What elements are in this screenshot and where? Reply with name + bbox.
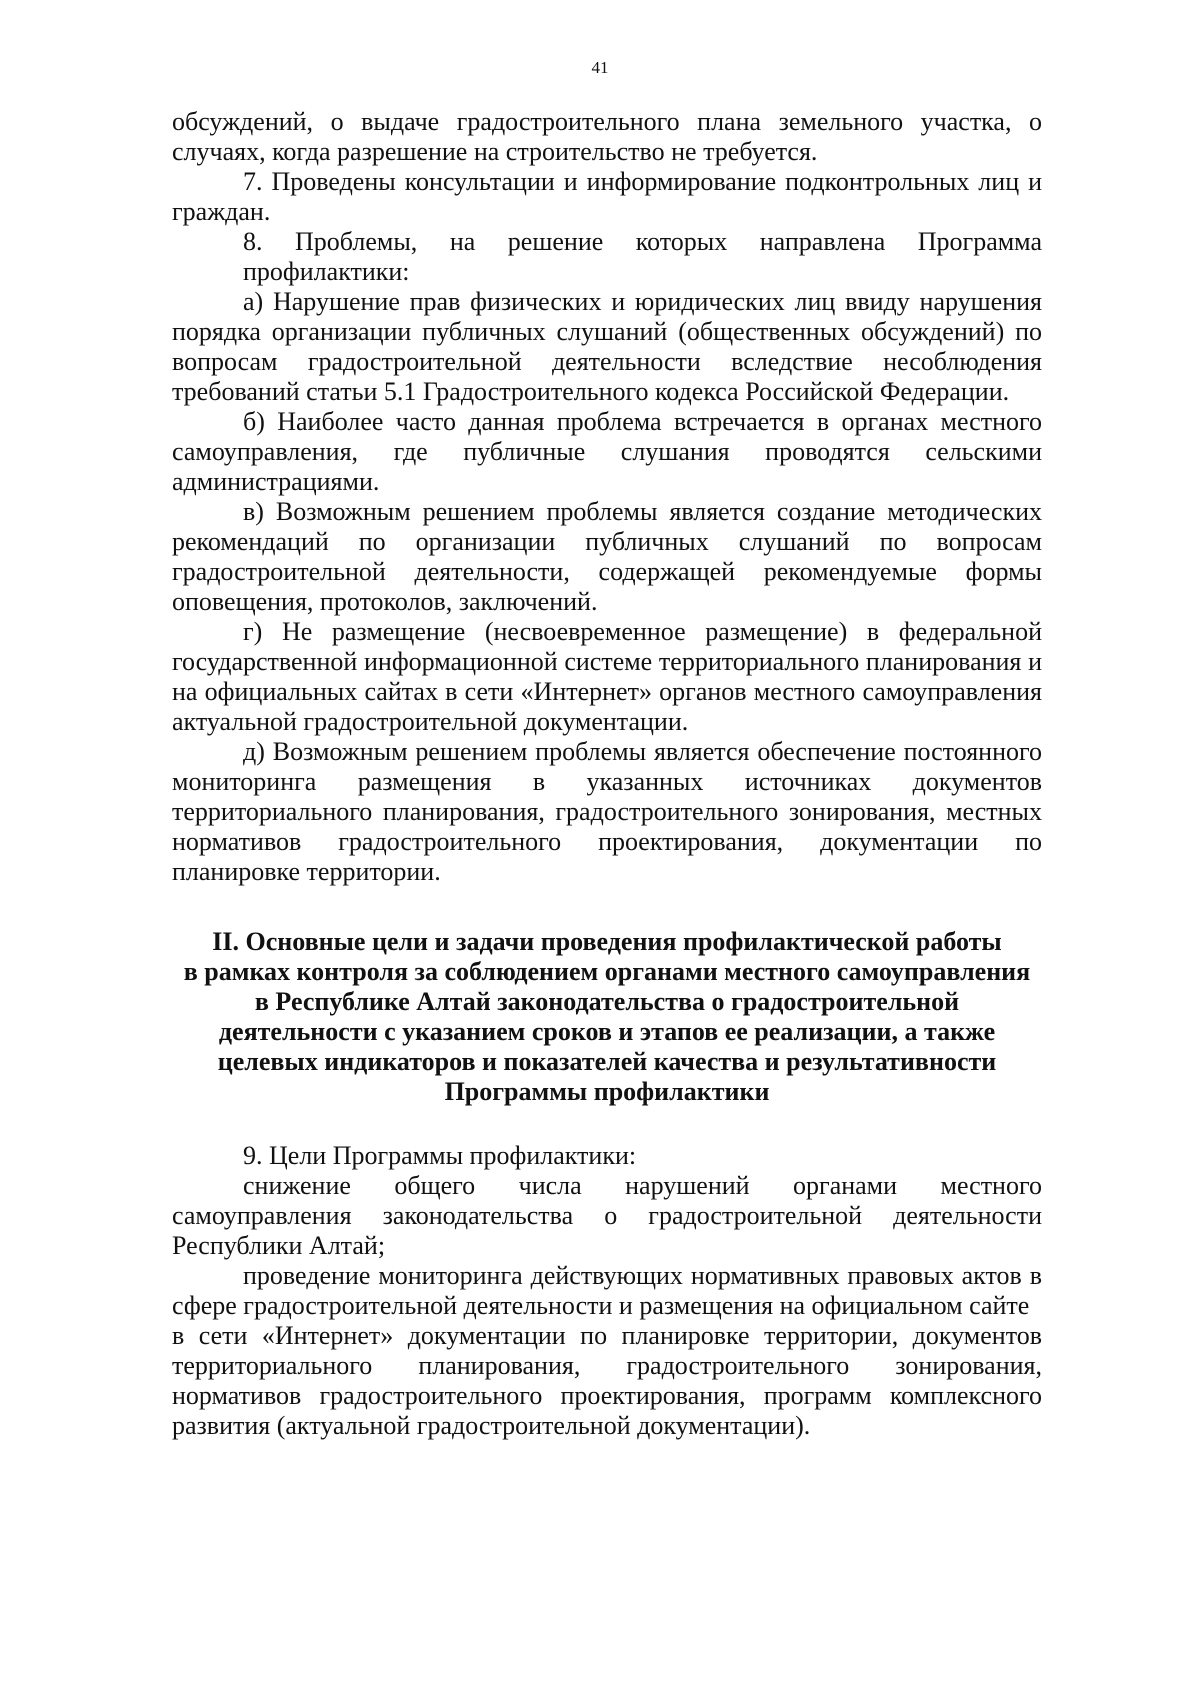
spacer <box>172 1107 1042 1141</box>
paragraph-item-g: г) Не размещение (несвоевременное размещение) в федеральной государственной информационной системе территориального планирования и на официальных сайтах в сети «Интернет» органов местного самоуправления актуальной градостроительной документации. <box>172 617 1042 736</box>
page-number: 41 <box>591 58 609 77</box>
paragraph-goal-2: проведение мониторинга действующих нормативных правовых актов в сфере градостроительной деятельности и размещения на официальном сайте <box>172 1261 1042 1320</box>
paragraph-goal-2-continued: в сети «Интернет» документации по планировке территории, документов территориального планирования, градостроительного зонирования, нормативов градостроительного проектирования, программ комплексного развития (актуальной градостроительной документации). <box>172 1321 1042 1440</box>
paragraph-item-7: 7. Проведены консультации и информирование подконтрольных лиц и граждан. <box>172 167 1042 226</box>
document-body <box>172 107 1042 1441</box>
paragraph-item-8 <box>172 227 1042 287</box>
heading-line: в рамках контроля за соблюдением органами местного самоуправления <box>183 957 1031 986</box>
paragraph-item-8-line2: профилактики: <box>243 257 410 286</box>
paragraph-goal-1: снижение общего числа нарушений органами местного самоуправления законодательства о градостроительной деятельности Республики Алтай; <box>172 1171 1042 1260</box>
heading-line: в Республике Алтай законодательства о градостроительной <box>254 987 960 1016</box>
paragraph-continuation: обсуждений, о выдаче градостроительного плана земельного участка, о случаях, когда разрешение на строительство не требуется. <box>172 107 1042 166</box>
paragraph-item-v: в) Возможным решением проблемы является создание методических рекомендаций по организации публичных слушаний по вопросам градостроительной деятельности, содержащей рекомендуемые формы оповещения, протоколов, заключений. <box>172 497 1042 616</box>
paragraph-item-b: б) Наиболее часто данная проблема встречается в органах местного самоуправления, где публичные слушания проводятся сельскими администрациями. <box>172 407 1042 496</box>
paragraph-item-d: д) Возможным решением проблемы является обеспечение постоянного мониторинга размещения в указанных источниках документов территориального планирования, градостроительного зонирования, местных нормативов градостроительного проектирования, документации по планировке территории. <box>172 737 1042 886</box>
heading-line: деятельности с указанием сроков и этапов ее реализации, а также <box>218 1017 996 1046</box>
paragraph-item-8-line1: 8. Проблемы, на решение которых направлена Программа <box>243 227 1042 256</box>
heading-line: целевых индикаторов и показателей качества и результативности <box>217 1047 997 1076</box>
paragraph-item-9: 9. Цели Программы профилактики: <box>243 1141 637 1170</box>
heading-line: Программы профилактики <box>444 1077 770 1106</box>
heading-line: II. Основные цели и задачи проведения профилактической работы <box>212 927 1002 956</box>
paragraph-item-a: а) Нарушение прав физических и юридических лиц ввиду нарушения порядка организации публичных слушаний (общественных обсуждений) по вопросам градостроительной деятельности вследствие несоблюдения требований статьи 5.1 Градостроительного кодекса Российской Федерации. <box>172 287 1042 406</box>
section-heading <box>172 927 1042 1107</box>
